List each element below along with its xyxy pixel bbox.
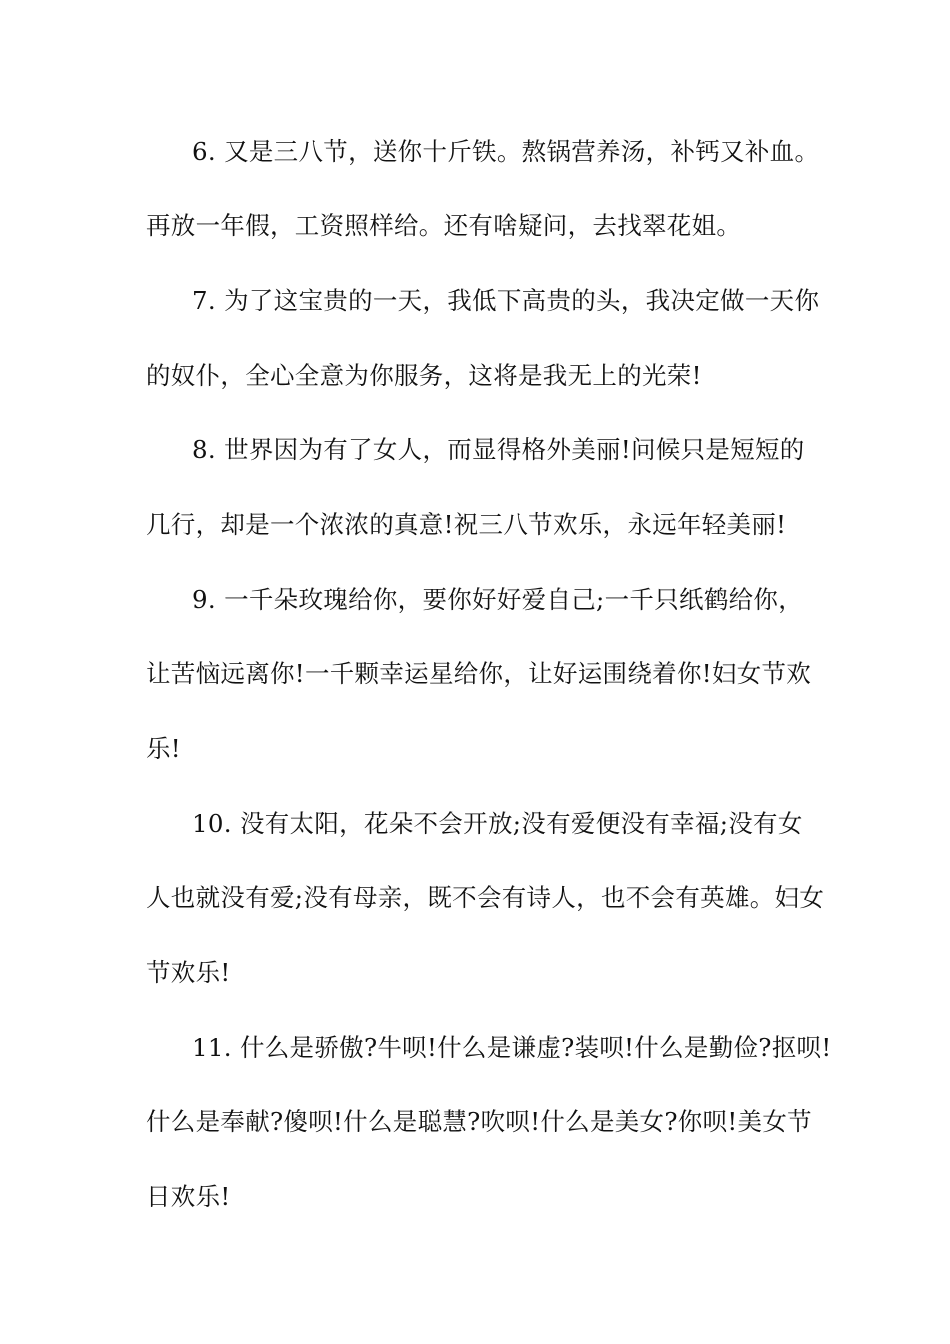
paragraph-8-line-1: 8. 世界因为有了女人，而显得格外美丽!问候只是短短的 — [192, 435, 805, 464]
paragraph-7-line-2: 的奴仆，全心全意为你服务，这将是我无上的光荣! — [146, 361, 702, 390]
paragraph-10-line-2: 人也就没有爱;没有母亲，既不会有诗人，也不会有英雄。妇女 — [146, 883, 825, 912]
paragraph-8-line-2: 几行，却是一个浓浓的真意!祝三八节欢乐，永远年轻美丽! — [146, 510, 787, 539]
paragraph-9-line-3: 乐! — [146, 734, 181, 763]
paragraph-11-line-2: 什么是奉献?傻呗!什么是聪慧?吹呗!什么是美女?你呗!美女节 — [146, 1107, 812, 1136]
paragraph-10-line-3: 节欢乐! — [146, 958, 231, 987]
paragraph-6-line-2: 再放一年假，工资照样给。还有啥疑问，去找翠花姐。 — [146, 211, 742, 240]
paragraph-9-line-2: 让苦恼远离你!一千颗幸运星给你，让好运围绕着你!妇女节欢 — [146, 659, 812, 688]
paragraph-11-line-3: 日欢乐! — [146, 1182, 231, 1211]
paragraph-9-line-1: 9. 一千朵玫瑰给你，要你好好爱自己;一千只纸鹤给你， — [192, 585, 804, 614]
paragraph-7-line-1: 7. 为了这宝贵的一天，我低下高贵的头，我决定做一天你 — [192, 286, 820, 315]
paragraph-10-line-1: 10. 没有太阳，花朵不会开放;没有爱便没有幸福;没有女 — [192, 809, 803, 838]
paragraph-11-line-1: 11. 什么是骄傲?牛呗!什么是谦虚?装呗!什么是勤俭?抠呗! — [192, 1033, 832, 1062]
paragraph-6-line-1: 6. 又是三八节，送你十斤铁。熬锅营养汤，补钙又补血。 — [192, 137, 820, 166]
